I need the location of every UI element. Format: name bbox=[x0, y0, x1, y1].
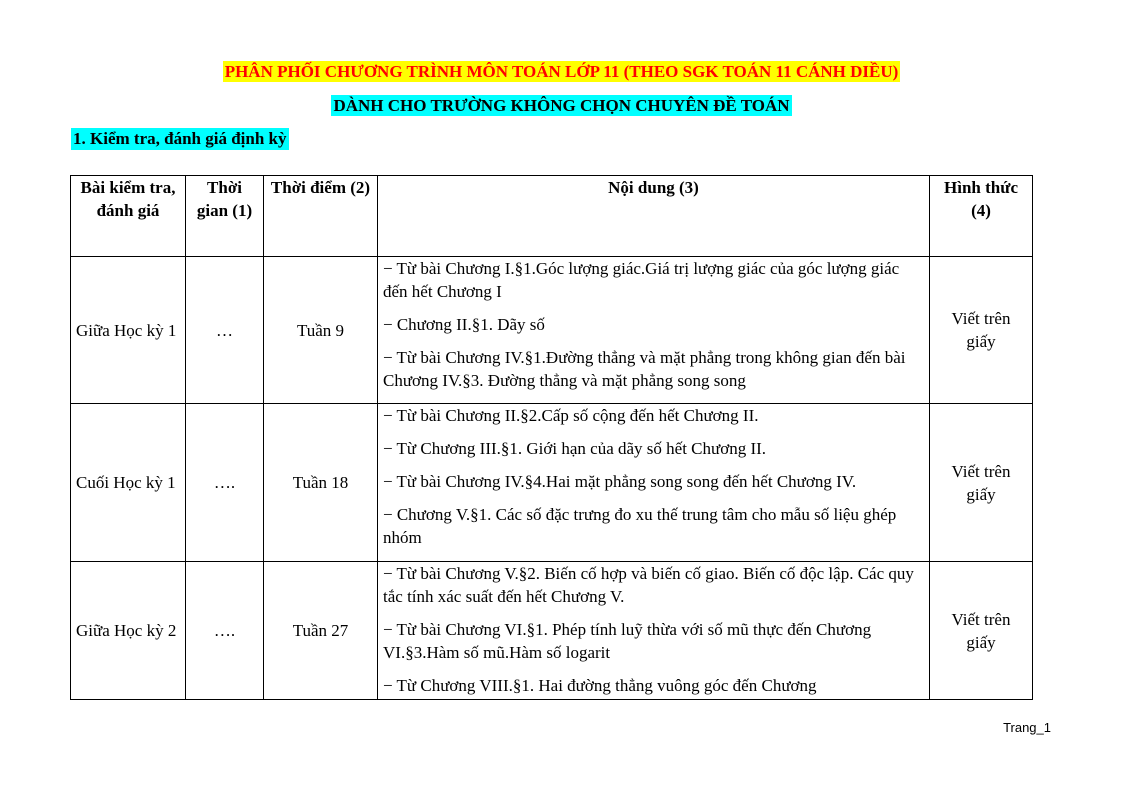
content-cell bbox=[378, 257, 930, 404]
table-row bbox=[71, 257, 1033, 404]
content-item: − Từ Chương III.§1. Giới hạn của dãy số hết Chương II. bbox=[383, 439, 767, 458]
header-content: Nội dung (3) bbox=[378, 176, 930, 257]
header-format: Hình thức (4) bbox=[930, 176, 1033, 257]
timing-cell: Tuần 27 bbox=[264, 562, 378, 700]
content-item: − Từ Chương VIII.§1. Hai đường thẳng vuông góc đến Chương bbox=[383, 676, 817, 695]
content-cell bbox=[378, 562, 930, 700]
content-item: − Từ bài Chương IV.§1.Đường thẳng và mặt phẳng trong không gian đến bài Chương IV.§3. Đường thẳng và mặt phẳng song song bbox=[383, 348, 906, 390]
document-title-text: PHÂN PHỐI CHƯƠNG TRÌNH MÔN TOÁN LỚP 11 (THEO SGK TOÁN 11 CÁNH DIỀU) bbox=[224, 62, 899, 81]
assessment-name-cell: Cuối Học kỳ 1 bbox=[71, 404, 186, 562]
content-item: − Chương II.§1. Dãy số bbox=[383, 315, 545, 334]
assessment-name-cell: Giữa Học kỳ 2 bbox=[71, 562, 186, 700]
timing-cell: Tuần 9 bbox=[264, 257, 378, 404]
format-cell: Viết trên giấy bbox=[930, 562, 1033, 700]
header-assessment: Bài kiểm tra, đánh giá bbox=[71, 176, 186, 257]
content-item: − Từ bài Chương II.§2.Cấp số cộng đến hết Chương II. bbox=[383, 406, 759, 425]
format-cell: Viết trên giấy bbox=[930, 404, 1033, 562]
page-number: Trang_1 bbox=[1003, 720, 1051, 735]
assessment-table bbox=[70, 175, 1033, 700]
section-heading: 1. Kiểm tra, đánh giá định kỳ bbox=[73, 129, 287, 148]
document-subtitle bbox=[0, 95, 1123, 117]
document-title bbox=[0, 61, 1123, 83]
table-row bbox=[71, 562, 1033, 700]
table-row bbox=[71, 404, 1033, 562]
document-subtitle-text: DÀNH CHO TRƯỜNG KHÔNG CHỌN CHUYÊN ĐỀ TOÁN bbox=[333, 96, 790, 115]
duration-cell: … bbox=[186, 257, 264, 404]
content-cell bbox=[378, 404, 930, 562]
header-timing: Thời điểm (2) bbox=[264, 176, 378, 257]
content-item: − Từ bài Chương I.§1.Góc lượng giác.Giá trị lượng giác của góc lượng giác đến hết Chương I bbox=[383, 259, 900, 301]
content-item: − Từ bài Chương V.§2. Biến cố hợp và biến cố giao. Biến cố độc lập. Các quy tắc tính xác suất đến hết Chương V. bbox=[383, 564, 914, 606]
content-item: − Chương V.§1. Các số đặc trưng đo xu thế trung tâm cho mẫu số liệu ghép nhóm bbox=[383, 505, 897, 547]
header-duration: Thời gian (1) bbox=[186, 176, 264, 257]
assessment-name-cell: Giữa Học kỳ 1 bbox=[71, 257, 186, 404]
timing-cell: Tuần 18 bbox=[264, 404, 378, 562]
content-item: − Từ bài Chương VI.§1. Phép tính luỹ thừa với số mũ thực đến Chương VI.§3.Hàm số mũ.Hàm số logarit bbox=[383, 620, 872, 662]
duration-cell: …. bbox=[186, 404, 264, 562]
content-item: − Từ bài Chương IV.§4.Hai mặt phẳng song song đến hết Chương IV. bbox=[383, 472, 857, 491]
duration-cell: …. bbox=[186, 562, 264, 700]
format-cell: Viết trên giấy bbox=[930, 257, 1033, 404]
table-header-row bbox=[71, 176, 1033, 257]
